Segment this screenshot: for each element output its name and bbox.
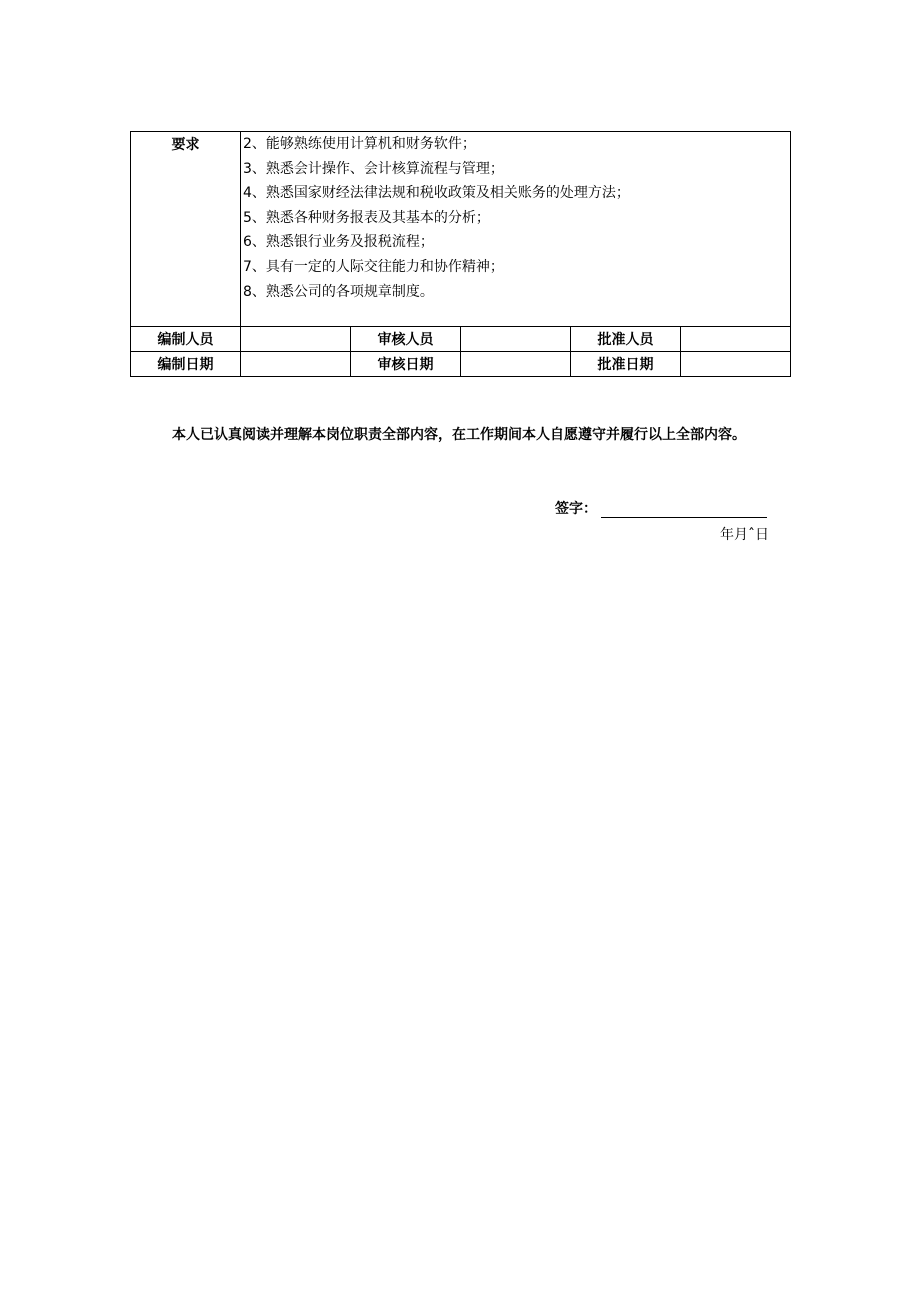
approved-by-label: 批准人员 [571, 327, 681, 352]
requirement-item: 8、熟悉公司的各项规章制度。 [243, 283, 434, 300]
signature-area [555, 498, 767, 518]
requirement-item: 3、熟悉会计操作、会计核算流程与管理； [243, 160, 504, 177]
requirement-item: 6、熟悉银行业务及报税流程； [243, 234, 434, 251]
job-description-table [130, 131, 791, 377]
requirements-list [241, 132, 791, 327]
approved-date-field[interactable] [681, 352, 791, 377]
approved-by-field[interactable] [681, 327, 791, 352]
requirements-label: 要求 [131, 132, 241, 327]
signature-label: 签字： [555, 501, 597, 517]
reviewed-date-label: 审核日期 [351, 352, 461, 377]
prepared-by-label: 编制人员 [131, 327, 241, 352]
requirement-item: 5、熟悉各种财务报表及其基本的分析； [243, 209, 490, 226]
requirement-item: 7、具有一定的人际交往能力和协作精神； [243, 258, 504, 275]
signature-line[interactable] [601, 499, 767, 518]
requirement-item: 4、熟悉国家财经法律法规和税收政策及相关账务的处理方法； [243, 185, 630, 202]
reviewed-date-field[interactable] [461, 352, 571, 377]
personnel-row [131, 327, 791, 352]
prepared-date-label: 编制日期 [131, 352, 241, 377]
reviewed-by-field[interactable] [461, 327, 571, 352]
prepared-by-field[interactable] [241, 327, 351, 352]
requirement-item: 2、能够熟练使用计算机和财务软件； [243, 136, 476, 152]
date-row [131, 352, 791, 377]
prepared-date-field[interactable] [241, 352, 351, 377]
acknowledgement-statement: 本人已认真阅读并理解本岗位职责全部内容，在工作期间本人自愿遵守并履行以上全部内容。 [172, 427, 746, 443]
requirements-row [131, 132, 791, 327]
signature-date: 年月ˆ日 [720, 527, 769, 543]
reviewed-by-label: 审核人员 [351, 327, 461, 352]
approved-date-label: 批准日期 [571, 352, 681, 377]
